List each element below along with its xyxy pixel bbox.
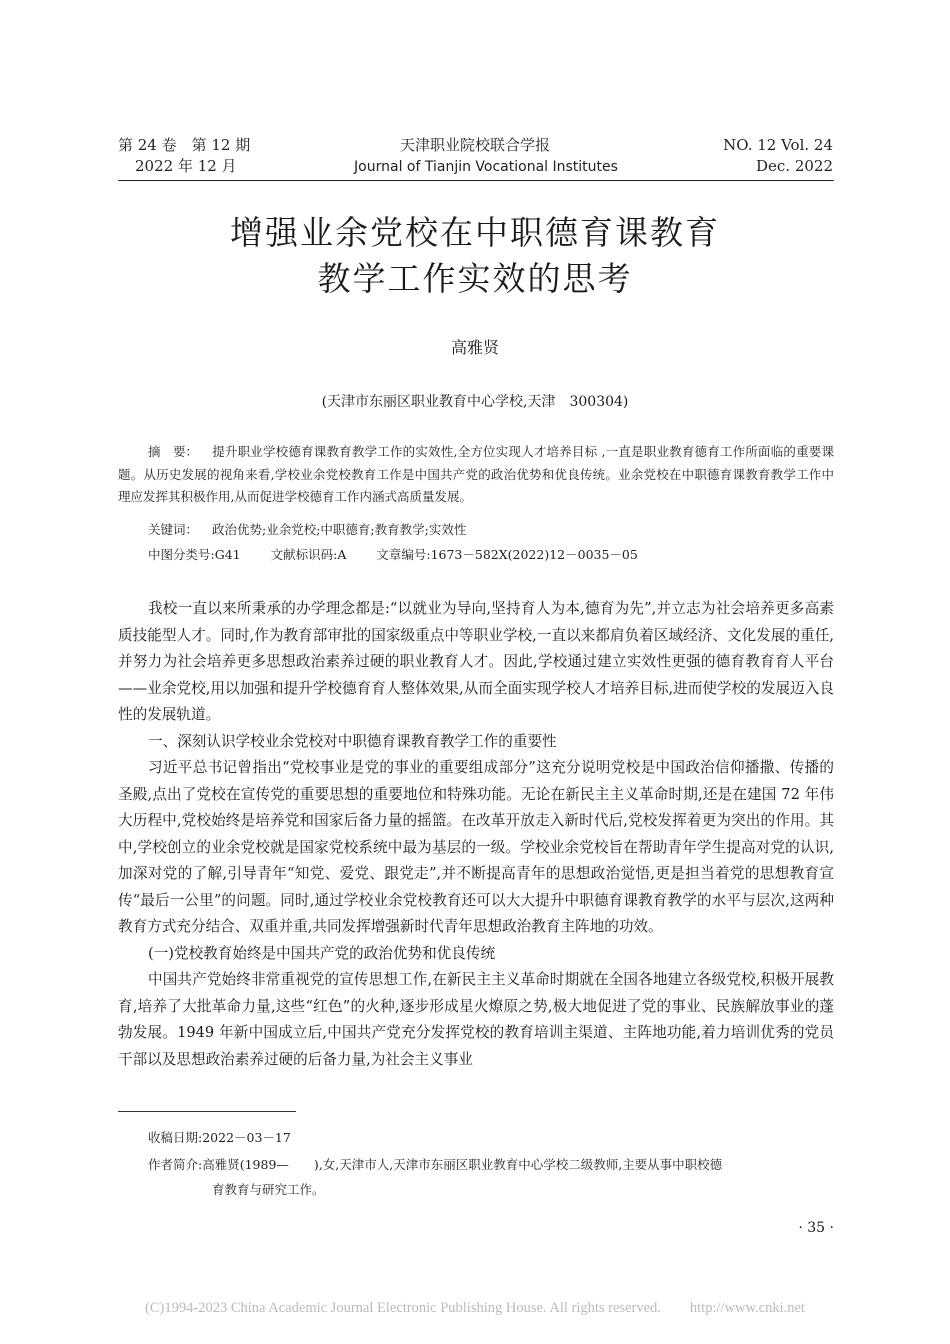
header-journal-en: Journal of Tianjin Vocational Institutes — [354, 159, 618, 175]
body-paragraph-3: 中国共产党始终非常重视党的宣传思想工作,在新民主主义革命时期就在全国各地建立各级党校,积极开展教育,培养了大批革命力量,这些“红色”的火种,逐步形成星火燎原之势,极大地促进了党的事业、民族解放事业的蓬勃发展。1949 年新中国成立后,中国共产党充分发挥党校的教育培训主渠道、主阵地功能,着力培训优秀的党员干部以及思想政治素养过硬的后备力量,为社会主义事业 — [118, 971, 834, 1068]
footnote-rule — [118, 1111, 296, 1112]
document-code: 文献标识码:A — [270, 547, 347, 562]
body-paragraph-1: 我校一直以来所秉承的办学理念都是:“以就业为导向,坚持育人为本,德育为先”,并立志为社会培养更多高素质技能型人才。同时,作为教育部审批的国家级重点中等职业学校,一直以来都肩负着区域经济、文化发展的重任,并努力为社会培养更多思想政治素养过硬的职业教育人才。因此,学校通过建立实效性更强的德育教育育人平台——业余党校,用以加强和提升学校德育育人整体效果,从而全面实现学校人才培养目标,进而使学校的发展迈入良性的发展轨道。 — [118, 600, 834, 723]
keywords-text: 政治优势;业余党校;中职德育;教育教学;实效性 — [212, 522, 467, 537]
classification-line — [148, 544, 638, 567]
header-date-cn: 2022 年 12 月 — [135, 157, 237, 175]
abstract — [118, 441, 834, 509]
author-affiliation: (天津市东丽区职业教育中心学校,天津 300304) — [321, 394, 629, 410]
article-title-line-1: 增强业余党校在中职德育课教育 — [230, 213, 720, 252]
author-bio-line-1: 作者简介:高雅贤(1989— ),女,天津市人,天津市东丽区职业教育中心学校二级教师,主要从事中职校德 — [148, 1157, 723, 1172]
abstract-label: 摘 要： — [148, 444, 199, 459]
header-rule — [118, 180, 834, 181]
body-paragraph-2: 习近平总书记曾指出“党校事业是党的事业的重要组成部分”这充分说明党校是中国政治信仰播撒、传播的圣殿,点出了党校在宣传党的重要思想的重要地位和特殊功能。无论在新民主主义革命时期,还是在建国 72 年伟大历程中,党校始终是培养党和国家后备力量的摇篮。在改革开放走入新时代后,党校发挥着更为突出的作用。其中,学校创立的业余党校就是国家党校系统中最为基层的一级。学校业余党校旨在帮助青年学生提高对党的认识,加深对党的了解,引导青年“知党、爱党、跟党走”,并不断提高青年的思想政治觉悟,更是担当着党的思想教育宣传“最后一公里”的问题。同时,通过学校业余党校教育还可以大大提升中职德育课教育教学的水平与层次,这两种教育方式充分结合、双重并重,共同发挥增强新时代青年思想政治教育主阵地的功效。 — [118, 759, 834, 935]
article-number: 文章编号:1673－582X(2022)12－0035－05 — [376, 547, 638, 562]
page-number: · 35 · — [798, 1220, 834, 1236]
header-volume-en: NO. 12 Vol. 24 — [723, 136, 833, 154]
copyright-notice: (C)1994-2023 China Academic Journal Electronic Publishing House. All rights reserved. http://www.cnki.net — [145, 1300, 805, 1316]
article-title-line-2: 教学工作实效的思考 — [317, 259, 633, 298]
keywords-label: 关键词： — [148, 522, 199, 537]
section-heading-1: 一、深刻认识学校业余党校对中职德育课教育教学工作的重要性 — [148, 732, 557, 750]
abstract-text: 提升职业学校德育课教育教学工作的实效性,全方位实现人才培养目标 ,一直是职业教育德育工作所面临的重要课题。从历史发展的视角来看,学校业余党校教育工作是中国共产党的政治优势和优良传统。业余党校在中职德育课教育教学工作中理应发挥其积极作用,从而促进学校德育工作内涵式高质量发展。 — [118, 444, 834, 504]
subsection-heading-1: (一)党校教育始终是中国共产党的政治优势和优良传统 — [148, 944, 496, 962]
header-volume-issue: 第 24 卷 第 12 期 — [118, 136, 251, 154]
clc-number: 中图分类号:G41 — [148, 547, 241, 562]
keywords — [148, 519, 466, 542]
header-date-en: Dec. 2022 — [755, 157, 833, 175]
author-name: 高雅贤 — [450, 338, 499, 357]
received-date: 收稿日期:2022－03－17 — [148, 1130, 291, 1145]
author-bio-line-2: 育教育与研究工作。 — [212, 1182, 325, 1197]
article-body — [118, 596, 834, 1073]
header-journal-cn: 天津职业院校联合学报 — [399, 136, 550, 154]
